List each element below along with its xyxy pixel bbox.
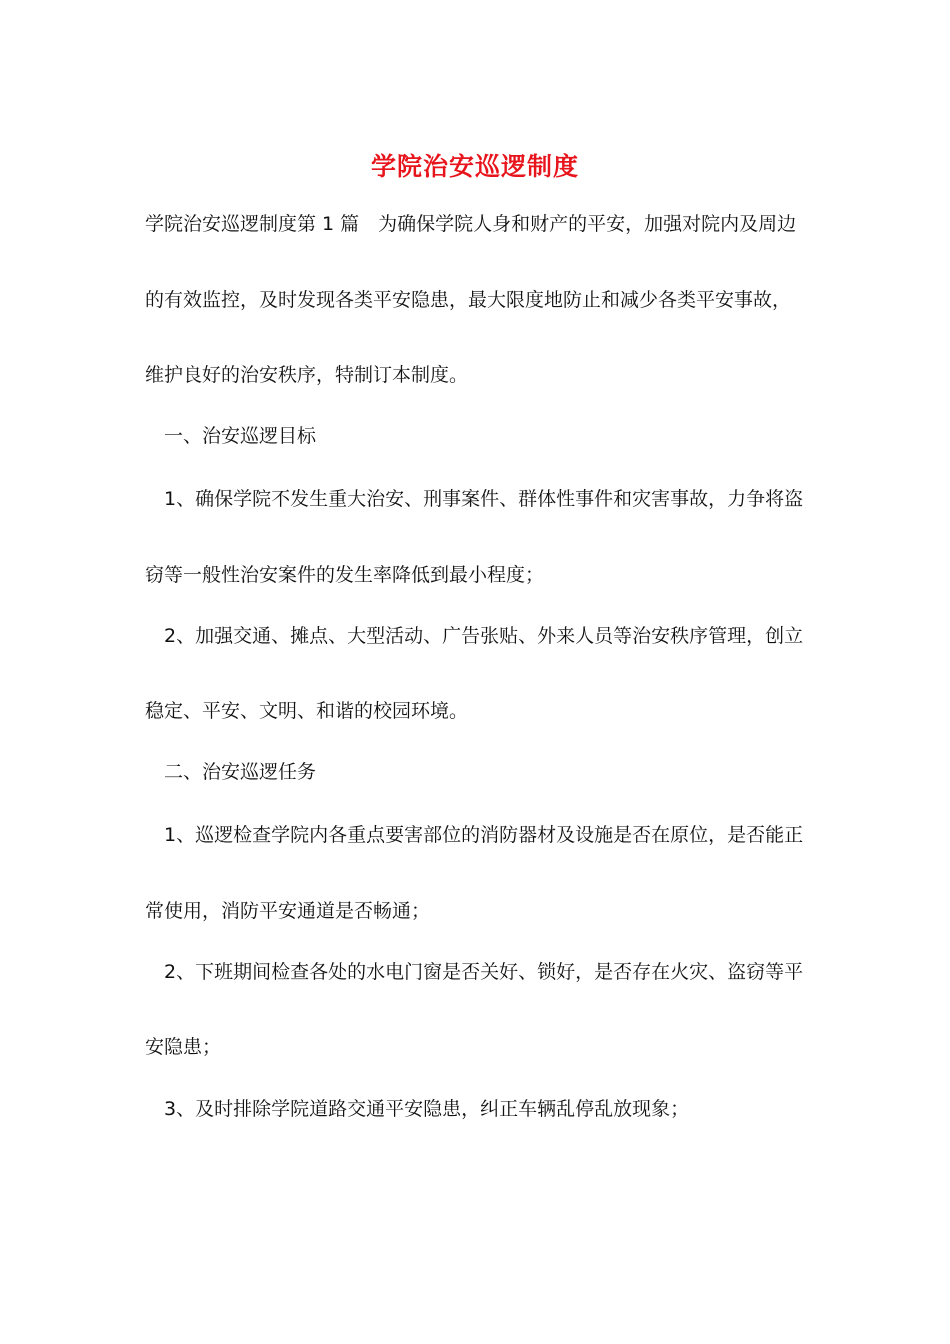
paragraph-line: 学院治安巡逻制度第 1 篇 为确保学院人身和财产的平安，加强对院内及周边 <box>145 213 797 235</box>
section-heading: 一、治安巡逻目标 <box>164 425 317 447</box>
paragraph-line: 常使用，消防平安通道是否畅通； <box>145 900 431 922</box>
paragraph-line: 维护良好的治安秩序，特制订本制度。 <box>145 364 469 386</box>
paragraph-line: 的有效监控，及时发现各类平安隐患，最大限度地防止和减少各类平安事故， <box>145 289 792 311</box>
document-title: 学院治安巡逻制度 <box>370 152 579 181</box>
paragraph-line: 稳定、平安、文明、和谐的校园环境。 <box>145 700 469 722</box>
paragraph-line: 1、巡逻检查学院内各重点要害部位的消防器材及设施是否在原位，是否能正 <box>164 824 804 846</box>
paragraph-line: 窃等一般性治安案件的发生率降低到最小程度； <box>145 564 545 586</box>
paragraph-line: 2、加强交通、摊点、大型活动、广告张贴、外来人员等治安秩序管理，创立 <box>164 625 804 647</box>
section-heading: 二、治安巡逻任务 <box>164 761 317 783</box>
paragraph-line: 安隐患； <box>145 1036 222 1058</box>
paragraph-line: 3、及时排除学院道路交通平安隐患，纠正车辆乱停乱放现象； <box>164 1098 690 1120</box>
paragraph-line: 2、下班期间检查各处的水电门窗是否关好、锁好，是否存在火灾、盗窃等平 <box>164 961 804 983</box>
paragraph-line: 1、确保学院不发生重大治安、刑事案件、群体性事件和灾害事故，力争将盗 <box>164 488 804 510</box>
